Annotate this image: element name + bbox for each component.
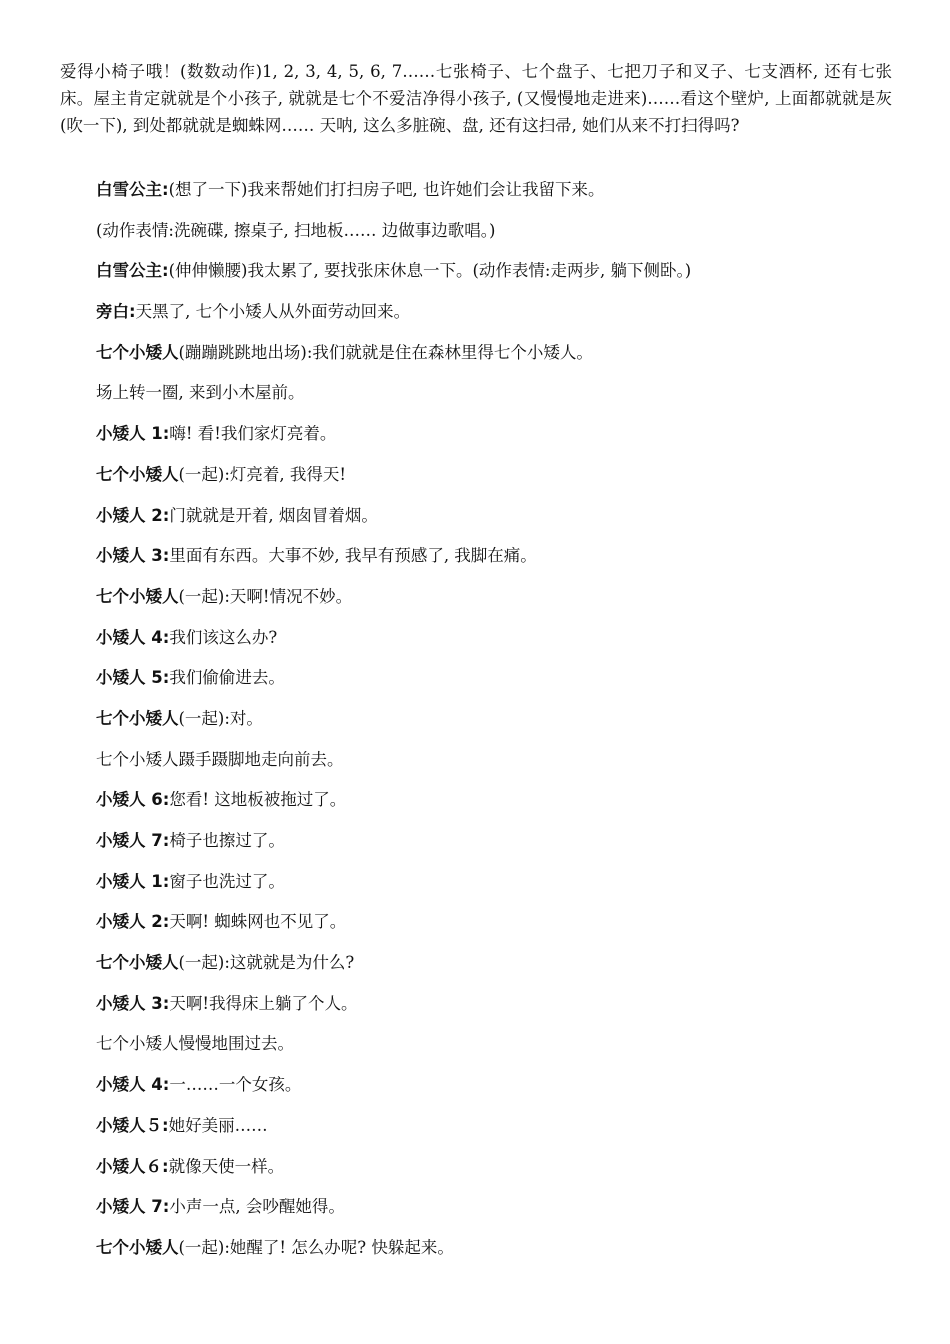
line-text: 里面有东西。大事不妙, 我早有预感了, 我脚在痛。 xyxy=(169,546,537,566)
speaker-name: 小矮人 6: xyxy=(96,790,170,810)
line-text: 我们偷偷进去。 xyxy=(169,668,285,688)
script-line xyxy=(96,1236,896,1277)
speaker-name: 小矮人 2: xyxy=(96,505,170,525)
line-text: 她好美丽…… xyxy=(168,1115,268,1135)
line-text: (一起):灯亮着, 我得天! xyxy=(178,464,347,484)
script-line xyxy=(96,626,896,667)
speaker-name: 小矮人 3: xyxy=(96,993,170,1013)
speaker-name: 小矮人 1: xyxy=(96,424,170,444)
script-line xyxy=(96,544,896,585)
script-line xyxy=(96,1195,896,1236)
speaker-name: 七个小矮人 xyxy=(96,342,179,362)
speaker-name: 旁白: xyxy=(96,302,136,322)
line-text: 七个小矮人慢慢地围过去。 xyxy=(96,1034,294,1054)
script-line xyxy=(96,707,896,748)
script-line xyxy=(96,1073,896,1114)
line-text: (一起):天啊!情况不妙。 xyxy=(178,586,353,606)
script-line xyxy=(96,463,896,504)
script-line xyxy=(96,829,896,870)
speaker-name: 七个小矮人 xyxy=(96,464,179,484)
line-text: 窗子也洗过了。 xyxy=(169,871,285,891)
line-text: 嗨! 看!我们家灯亮着。 xyxy=(169,424,337,444)
script-line xyxy=(96,585,896,626)
speaker-name: 七个小矮人 xyxy=(96,708,179,728)
script-line xyxy=(96,1032,896,1073)
script-line xyxy=(96,748,896,789)
script-line xyxy=(96,504,896,545)
line-text: 场上转一圈, 来到小木屋前。 xyxy=(96,383,305,403)
script-line xyxy=(96,870,896,911)
line-text: (伸伸懒腰)我太累了, 要找张床休息一下。(动作表情:走两步, 躺下侧卧。) xyxy=(168,261,692,281)
script-line xyxy=(96,422,896,463)
script-line xyxy=(96,992,896,1033)
line-text: (一起):对。 xyxy=(178,708,263,728)
line-text: (蹦蹦跳跳地出场):我们就就是住在森林里得七个小矮人。 xyxy=(178,342,593,362)
script-line xyxy=(96,259,896,300)
line-text: 就像天使一样。 xyxy=(168,1156,285,1176)
speaker-name: 七个小矮人 xyxy=(96,1237,179,1257)
line-text: (一起):这就就是为什么? xyxy=(178,953,355,973)
speaker-name: 小矮人 1: xyxy=(96,871,170,891)
speaker-name: 小矮人 4: xyxy=(96,1075,170,1095)
speaker-name: 七个小矮人 xyxy=(96,953,179,973)
line-text: (想了一下)我来帮她们打扫房子吧, 也许她们会让我留下来。 xyxy=(168,180,605,199)
script-line xyxy=(96,951,896,992)
line-text: (一起):她醒了! 怎么办呢? 快躲起来。 xyxy=(178,1237,454,1257)
script-line xyxy=(96,1155,896,1196)
script-line xyxy=(96,341,896,382)
line-text: 门就就是开着, 烟囱冒着烟。 xyxy=(169,505,378,525)
speaker-name: 小矮人 3: xyxy=(96,546,170,566)
script-lines xyxy=(96,178,896,1277)
line-text: 我们该这么办? xyxy=(169,627,278,647)
line-text: (动作表情:洗碗碟, 擦桌子, 扫地板…… 边做事边歌唱。) xyxy=(96,220,496,240)
script-line xyxy=(96,1114,896,1155)
speaker-name: 小矮人 7: xyxy=(96,831,170,850)
speaker-name: 小矮人 5: xyxy=(96,668,170,688)
line-text: 一……一个女孩。 xyxy=(169,1075,302,1095)
script-line xyxy=(96,178,896,219)
line-text: 天黑了, 七个小矮人从外面劳动回来。 xyxy=(135,302,411,322)
speaker-name: 小矮人５: xyxy=(96,1115,169,1135)
line-text: 椅子也擦过了。 xyxy=(169,831,285,850)
script-line xyxy=(96,381,896,422)
script-line xyxy=(96,666,896,707)
script-line xyxy=(96,300,896,341)
script-line xyxy=(96,788,896,829)
speaker-name: 小矮人６: xyxy=(96,1156,169,1176)
speaker-name: 小矮人 2: xyxy=(96,912,170,932)
line-text: 小声一点, 会吵醒她得。 xyxy=(169,1197,345,1217)
speaker-name: 白雪公主: xyxy=(96,180,169,199)
script-line xyxy=(96,219,896,260)
speaker-name: 七个小矮人 xyxy=(96,586,179,606)
speaker-name: 小矮人 7: xyxy=(96,1197,170,1217)
line-text: 天啊! 蜘蛛网也不见了。 xyxy=(169,912,347,932)
line-text: 您看! 这地板被拖过了。 xyxy=(169,790,347,810)
line-text: 天啊!我得床上躺了个人。 xyxy=(169,993,358,1013)
script-line xyxy=(96,910,896,951)
intro-paragraph: 爱得小椅子哦！(数数动作)1, 2, 3, 4, 5, 6, 7……七张椅子、七个盘子、七把刀子和叉子、七支酒杯, 还有七张床。屋主肯定就就是个小孩子, 就就是七个不爱洁净得小孩子, (又慢慢地走进来)……看这个壁炉, 上面都就就是灰(吹一下), 到处都就就是蜘蛛网…… 天呐, 这么多脏碗、盘, 还有这扫帚, 她们从来不打扫得吗? xyxy=(60,62,892,135)
speaker-name: 白雪公主: xyxy=(96,261,169,281)
speaker-name: 小矮人 4: xyxy=(96,627,170,647)
line-text: 七个小矮人蹑手蹑脚地走向前去。 xyxy=(96,749,344,769)
